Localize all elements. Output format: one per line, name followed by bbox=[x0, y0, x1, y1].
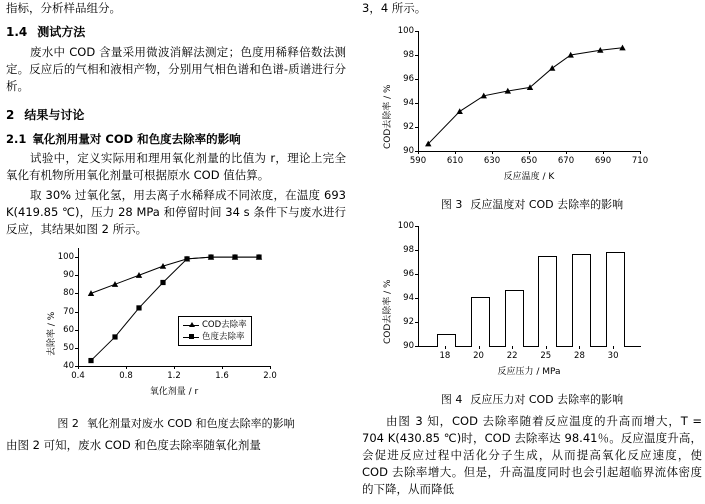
fig2-y-tick-label: 100 bbox=[57, 252, 74, 263]
figure-2-caption bbox=[6, 416, 346, 431]
figure-3-text: 反应温度对 COD 去除率的影响 bbox=[470, 198, 624, 211]
fig3-y-tick-label: 92 bbox=[403, 122, 414, 132]
fig2-legend bbox=[178, 316, 252, 346]
fig3-y-tick-label: 98 bbox=[403, 50, 414, 60]
figure-4-text: 反应压力对 COD 去除率的影响 bbox=[470, 393, 624, 406]
fig2-x-tick bbox=[174, 366, 175, 369]
figure-3-caption bbox=[362, 197, 702, 212]
fig2-y-tick-label: 60 bbox=[63, 324, 74, 335]
legend-label: COD去除率 bbox=[202, 320, 247, 330]
fig4-y-tick bbox=[415, 322, 418, 323]
legend-item-color bbox=[183, 331, 247, 343]
fig2-y-tick bbox=[75, 257, 78, 258]
fig2-x-tick bbox=[222, 366, 223, 369]
fig2-y-tick bbox=[75, 275, 78, 276]
fig2-x-tick-label: 0.8 bbox=[119, 371, 133, 381]
fig4-y-tick bbox=[415, 274, 418, 275]
section-title: 测试方法 bbox=[37, 25, 86, 39]
fig2-x-tick bbox=[78, 366, 79, 369]
fig4-x-tick bbox=[512, 346, 513, 349]
paragraph-2-1-a: 试验中，定义实际用和理用氧化剂量的比值为 r，理论上完全氧化有机物所用氧化剂量可根据原水 COD 值估算。 bbox=[6, 151, 346, 182]
fig3-y-tick bbox=[415, 31, 418, 32]
right-bottom-paragraph: 由图 3 知，COD 去除率随着反应温度的升高而增大，T = 704 K(430.85 ℃)时，COD 去除率达 98.41％。反应温度升高，会促进反应过程中活化分子生成，从而提高氧化反应速度，使 COD 去除率增大。但是，升高温度同时也会引起超临界流体密度的下降，从而降低 bbox=[362, 414, 702, 496]
fig4-bar bbox=[538, 256, 557, 347]
paragraph-2-1-b: 取 30% 过氧化氢，用去离子水稀释成不同浓度，在温度 693 K(419.85 ℃)，压力 28 MPa 和停留时间 34 s 条件下与废水进行反应，其结果如图 2 所示。 bbox=[6, 188, 346, 236]
fig4-bar bbox=[606, 252, 625, 347]
fig3-x-tick bbox=[455, 151, 456, 154]
section-number: 2 bbox=[6, 108, 15, 122]
section-heading-2 bbox=[6, 107, 346, 123]
fig2-x-tick bbox=[270, 366, 271, 369]
fig4-x-tick bbox=[546, 346, 547, 349]
fig2-y-tick-label: 40 bbox=[63, 361, 74, 371]
fig2-y-tick-label: 70 bbox=[63, 306, 74, 317]
section-number: 1.4 bbox=[6, 25, 28, 39]
fig2-plot-area bbox=[78, 248, 271, 367]
fig2-x-axis-label: 氧化剂量 / r bbox=[149, 387, 199, 397]
fig3-x-tick-label: 650 bbox=[520, 156, 538, 166]
fig4-y-tick-label: 90 bbox=[403, 341, 414, 351]
fig4-y-tick-label: 96 bbox=[403, 269, 414, 279]
fig4-y-tick bbox=[415, 346, 418, 347]
fig4-x-tick-label: 18 bbox=[439, 351, 451, 361]
fig2-x-tick-label: 0.4 bbox=[71, 371, 85, 381]
fig4-y-tick bbox=[415, 226, 418, 227]
fig4-bar bbox=[437, 334, 456, 347]
right-top-paragraph: 3，4 所示。 bbox=[362, 1, 427, 15]
fig2-y-tick-label: 90 bbox=[63, 270, 74, 281]
fig3-x-axis-label: 反应温度 / K bbox=[503, 172, 555, 182]
fig4-x-tick bbox=[613, 346, 614, 349]
section-title: 结果与讨论 bbox=[24, 108, 85, 122]
fig2-y-tick-label: 80 bbox=[63, 288, 74, 299]
figure-4-chart bbox=[382, 221, 682, 377]
section-title: 氧化剂用量对 COD 和色度去除率的影响 bbox=[32, 132, 241, 146]
right-column bbox=[362, 0, 702, 501]
figure-2-label: 图 2 bbox=[57, 417, 79, 430]
fig3-y-tick-label: 96 bbox=[403, 74, 414, 84]
fig3-x-tick bbox=[640, 151, 641, 154]
fig2-x-tick-label: 1.2 bbox=[167, 371, 181, 381]
legend-line-square bbox=[183, 337, 199, 338]
fig4-x-tick-label: 25 bbox=[540, 351, 552, 361]
fig2-y-tick bbox=[75, 312, 78, 313]
fig3-x-tick-label: 690 bbox=[594, 156, 612, 166]
fig4-x-tick-label: 30 bbox=[607, 351, 619, 361]
fig3-x-tick-label: 590 bbox=[409, 156, 427, 166]
fig4-x-tick bbox=[445, 346, 446, 349]
figure-3-label: 图 3 bbox=[440, 198, 463, 211]
section-number: 2.1 bbox=[6, 132, 27, 146]
fig2-x-tick-label: 2.0 bbox=[263, 371, 277, 381]
fig2-x-tick-label: 1.6 bbox=[215, 371, 229, 381]
fig4-plot-area bbox=[418, 226, 641, 347]
fig3-y-tick-label: 94 bbox=[403, 98, 414, 108]
figure-3-chart bbox=[382, 26, 682, 182]
fig3-y-tick bbox=[415, 127, 418, 128]
paragraph-1-4: 废水中 COD 含量采用微波消解法测定；色度用稀释倍数法测定。反应后的气相和液相产物，分别用气相色谱和色谱-质谱进行分析。 bbox=[6, 45, 346, 93]
fig2-y-tick bbox=[75, 330, 78, 331]
fig3-y-tick-label: 100 bbox=[397, 26, 414, 36]
fig3-x-tick bbox=[566, 151, 567, 154]
fig3-y-axis-label: COD去除率 / % bbox=[383, 84, 393, 149]
fig3-y-tick bbox=[415, 103, 418, 104]
fig4-bar bbox=[471, 297, 490, 347]
fig3-y-tick-label: 90 bbox=[403, 146, 414, 156]
fig4-y-tick-label: 94 bbox=[403, 293, 414, 303]
legend-label: 色度去除率 bbox=[202, 332, 245, 342]
fig4-bar bbox=[572, 254, 591, 347]
fig3-x-tick bbox=[529, 151, 530, 154]
fig4-y-tick-label: 98 bbox=[403, 245, 414, 255]
fig2-y-tick bbox=[75, 348, 78, 349]
fig4-x-tick bbox=[579, 346, 580, 349]
section-heading-2-1 bbox=[6, 131, 346, 147]
fig4-x-axis-label: 反应压力 / MPa bbox=[497, 367, 561, 377]
fig2-y-axis-label: 去除率 / % bbox=[47, 311, 57, 356]
fig3-x-tick bbox=[603, 151, 604, 154]
fig4-y-axis-label: COD去除率 / % bbox=[383, 279, 393, 344]
fig3-y-tick bbox=[415, 55, 418, 56]
fig4-bar bbox=[505, 290, 524, 347]
figure-4-label: 图 4 bbox=[440, 393, 463, 406]
section-heading-1-4 bbox=[6, 24, 346, 40]
fig3-x-tick bbox=[418, 151, 419, 154]
fig4-y-tick-label: 100 bbox=[397, 221, 414, 231]
fig3-plot-area bbox=[418, 31, 641, 152]
fig3-y-tick bbox=[415, 79, 418, 80]
paragraph-after-fig2: 由图 2 可知，废水 COD 和色度去除率随氧化剂量 bbox=[6, 438, 261, 452]
fig4-x-tick-label: 20 bbox=[473, 351, 484, 361]
fig3-x-tick-label: 710 bbox=[631, 156, 649, 166]
fig4-x-tick-label: 28 bbox=[574, 351, 585, 361]
figure-2-text: 氧化剂量对废水 COD 和色度去除率的影响 bbox=[86, 417, 295, 430]
fig4-y-tick-label: 92 bbox=[403, 317, 414, 327]
fig2-y-tick-label: 50 bbox=[63, 342, 74, 353]
fig2-y-tick bbox=[75, 293, 78, 294]
fig4-x-tick bbox=[479, 346, 480, 349]
legend-line-triangle bbox=[183, 325, 199, 326]
fig4-y-tick bbox=[415, 298, 418, 299]
fig2-x-tick bbox=[126, 366, 127, 369]
left-top-paragraph: 指标，分析样品组分。 bbox=[6, 1, 121, 15]
left-column bbox=[6, 0, 346, 457]
fig4-y-tick bbox=[415, 250, 418, 251]
fig4-x-tick-label: 22 bbox=[506, 351, 518, 361]
fig3-x-tick-label: 630 bbox=[483, 156, 501, 166]
fig3-x-tick bbox=[492, 151, 493, 154]
legend-item-cod bbox=[183, 319, 247, 331]
fig3-x-tick-label: 670 bbox=[557, 156, 575, 166]
figure-4-caption bbox=[362, 392, 702, 407]
figure-2-chart bbox=[47, 244, 288, 397]
fig3-x-tick-label: 610 bbox=[446, 156, 464, 166]
